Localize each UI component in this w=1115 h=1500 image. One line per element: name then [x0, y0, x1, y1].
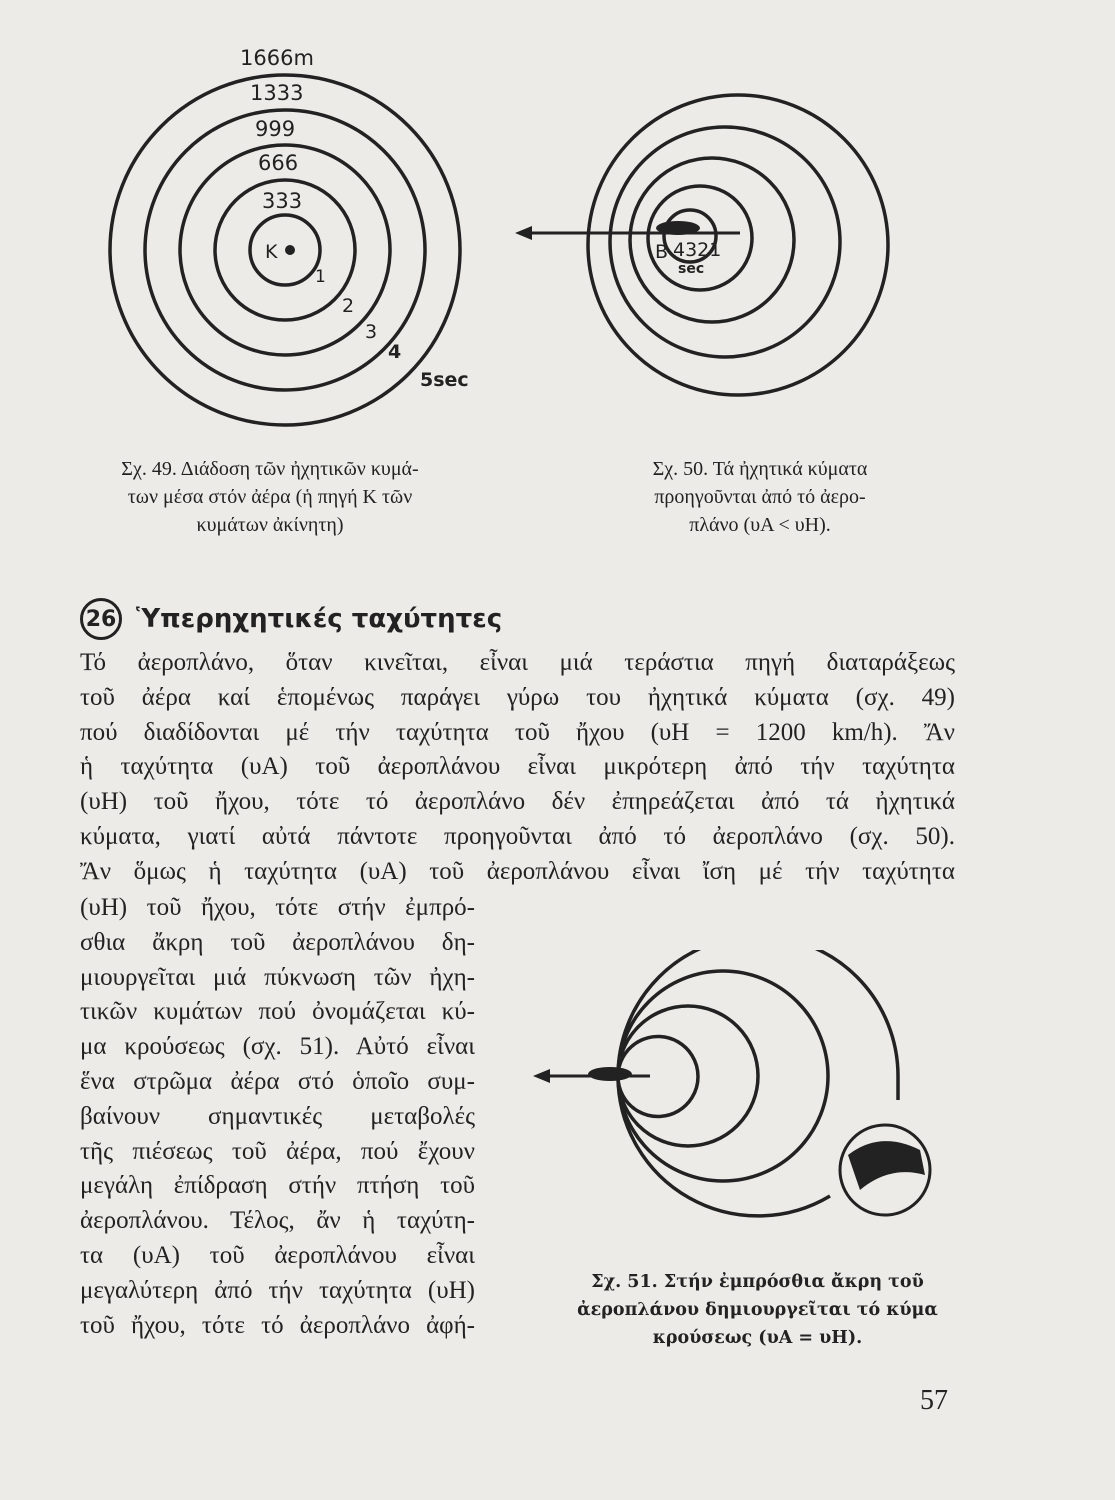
label: 1: [315, 267, 326, 287]
body-text-line: πού διαδίδονται μέ τήν ταχύτητα τοῦ ἤχου (υH = 1200 km/h). Ἄν: [80, 718, 955, 746]
label: 1333: [250, 81, 304, 105]
section-heading: [80, 598, 502, 640]
airplane-icon: [656, 221, 700, 235]
section-title: Ὑπερηχητικές ταχύτητες: [136, 604, 503, 634]
figure-51-caption: Σχ. 51. Στήν ἐμπρόσθια ἄκρη τοῦ ἀεροπλάνου δημιουργεῖται τό κύμα κρούσεως (υA = υH).: [577, 1272, 938, 1348]
body-text-line: βαίνουν σημαντικές μεταβολές: [80, 1102, 475, 1130]
source-dot: [285, 245, 295, 255]
label: 999: [255, 117, 296, 141]
body-text-line: (υH) τοῦ ἤχου, τότε τό ἀεροπλάνο δέν ἐπηρεάζεται ἀπό τά ἠχητικά: [80, 788, 955, 816]
figure-51-shock-wave-diagram: [530, 950, 970, 1250]
label: 4: [388, 341, 402, 363]
body-text-line: κύματα, γιατί αὐτά πάντοτε προηγοῦνται ἀπό τό ἀεροπλάνο (σχ. 50).: [80, 823, 955, 850]
body-text-line: τοῦ ἤχου, τότε τό ἀεροπλάνο ἀφή-: [80, 1311, 475, 1339]
figure-49-sound-wave-diagram: [90, 40, 510, 440]
body-text-line: τοῦ ἀέρα καί ἑπομένως παράγει γύρω του ἠχητικά κύματα (σχ. 49): [80, 683, 955, 711]
label: 1666m: [240, 46, 314, 70]
label: 2: [342, 295, 355, 317]
page-number: 57: [920, 1385, 948, 1416]
body-text-line: μεγαλύτερη ἀπό τήν ταχύτητα (υH): [80, 1276, 475, 1304]
wave-circle: [588, 95, 888, 395]
airplane-icon: [588, 1067, 632, 1081]
body-text-line: ἕνα στρῶμα ἀέρα στό ὁποῖο συμ-: [80, 1068, 475, 1095]
body-text-line: ἡ ταχύτητα (υA) τοῦ ἀεροπλάνου εἶναι μικρότερη ἀπό τήν ταχύτητα: [80, 753, 955, 781]
body-text-line: μιουργεῖται μιά πύκνωση τῶν ἠχη-: [80, 963, 475, 991]
body-text-line: τικῶν κυμάτων πού ὀνομάζεται κύ-: [80, 998, 475, 1026]
figure-50-caption: Σχ. 50. Τά ἠχητικά κύματα προηγοῦνται ἀπό τό ἀερο- πλάνο (υA < υH).: [652, 458, 868, 536]
label: sec: [678, 261, 705, 277]
body-text-line: Τό ἀεροπλάνο, ὅταν κινεῖται, εἶναι μιά τεράστια πηγή διαταράξεως: [80, 649, 955, 676]
label: 3: [365, 321, 378, 343]
figure-49-caption: Σχ. 49. Διάδοση τῶν ἠχητικῶν κυμά- των μέσα στόν ἀέρα (ἡ πηγή K τῶν κυμάτων ἀκίνητη): [121, 458, 419, 536]
section-number: 26: [80, 598, 122, 640]
label: 4321: [673, 239, 722, 261]
figure-50-subsonic-diagram: [510, 80, 930, 410]
body-text-line: Ἄν ὅμως ἡ ταχύτητα (υA) τοῦ ἀεροπλάνου εἶναι ἴση μέ τήν ταχύτητα: [80, 857, 955, 885]
body-text-line: (υH) τοῦ ἤχου, τότε στήν ἐμπρό-: [80, 894, 475, 921]
body-text-line: τῆς πιέσεως τοῦ ἀέρα, πού ἔχουν: [80, 1137, 475, 1165]
body-text-line: μεγάλη ἐπίδραση στήν πτήση τοῦ: [80, 1172, 475, 1200]
body-text-line: μα κρούσεως (σχ. 51). Αὐτό εἶναι: [80, 1033, 475, 1061]
body-text-line: τα (υA) τοῦ ἀεροπλάνου εἶναι: [80, 1242, 475, 1269]
body-text-line: σθια ἄκρη τοῦ ἀεροπλάνου δη-: [80, 928, 475, 956]
label: 5sec: [420, 369, 469, 391]
label: 666: [258, 151, 299, 175]
label: 333: [262, 189, 303, 213]
label: K: [265, 241, 278, 263]
body-text-line: ἀεροπλάνου. Τέλος, ἄν ἡ ταχύτη-: [80, 1207, 475, 1235]
label: B: [655, 241, 669, 263]
